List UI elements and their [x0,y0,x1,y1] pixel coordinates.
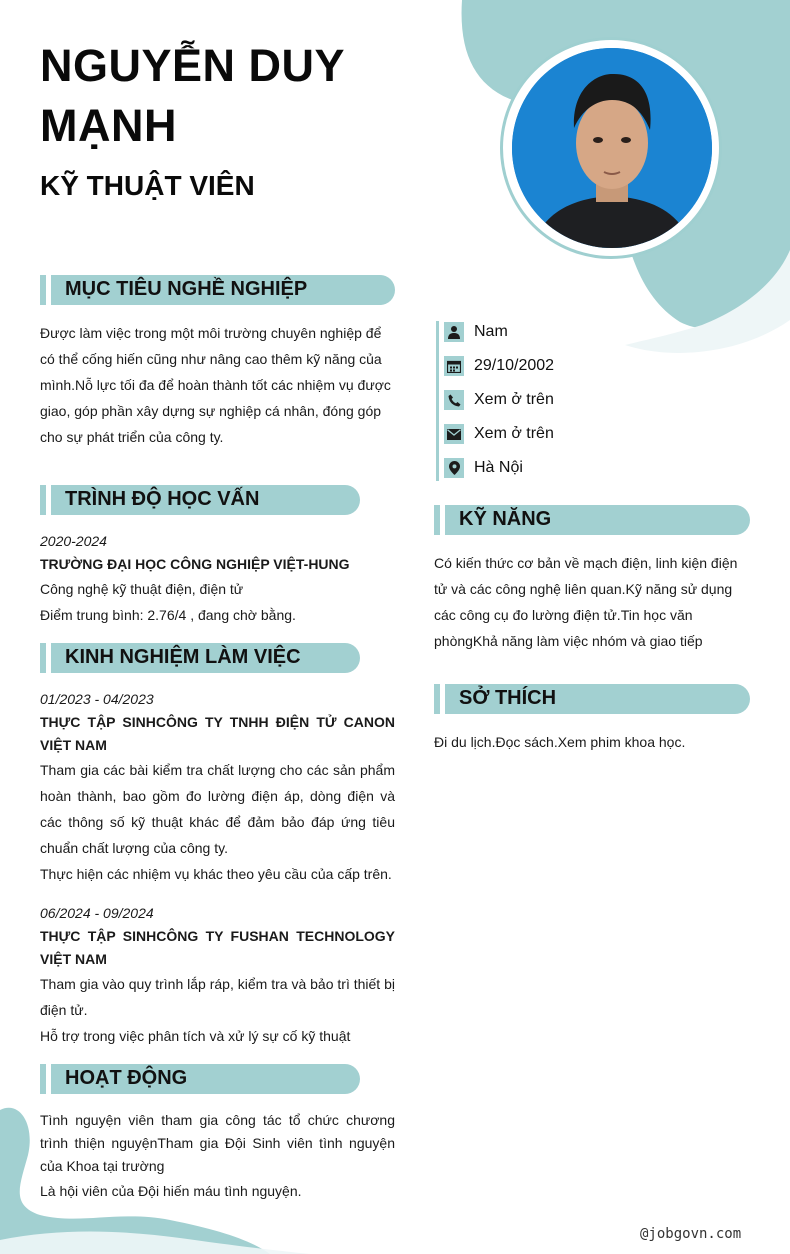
education-major: Công nghệ kỹ thuật điện, điện tử [40,581,244,597]
hobbies-heading-bar [434,684,750,714]
contact-email [444,423,554,445]
location-icon [444,458,464,478]
contact-rule [436,321,439,481]
experience-heading: KINH NGHIỆM LÀM VIỆC [65,646,301,668]
contact-address [444,457,523,479]
profile-photo [512,48,712,248]
hobbies-text: Đi du lịch.Đọc sách.Xem phim khoa học. [434,734,686,750]
education-heading: TRÌNH ĐỘ HỌC VẤN [65,488,260,510]
school-name: TRƯỜNG ĐẠI HỌC CÔNG NGHIỆP VIỆT-HUNG [40,556,350,572]
contact-birthday [444,355,554,377]
experience-heading-bar [40,643,360,673]
contact-address-text: Hà Nội [474,459,523,476]
job-title-company: THỰC TẬP SINHCÔNG TY TNHH ĐIỆN TỬ CANON VIỆT NAM [40,714,395,753]
contact-phone-text: Xem ở trên [474,391,554,408]
activity-item: Là hội viên của Đội hiến máu tình nguyện. [40,1183,302,1199]
email-icon [444,424,464,444]
contact-gender [444,321,508,343]
job-description: Tham gia các bài kiểm tra chất lượng cho các sản phẩm hoàn thành, bao gồm đo lường điện áp, dòng điện và các thông số kỹ thuật khác để đảm bảo đáp ứng tiêu chuẩn chất lượng của công ty. [40,762,395,856]
person-icon [444,322,464,342]
calendar-icon [444,356,464,376]
activity-item: Tình nguyện viên tham gia công tác tổ chức chương trình thiện nguyệnTham gia Đội Sinh viên tình nguyện của Khoa tại trường [40,1112,395,1174]
job-description: Thực hiện các nhiệm vụ khác theo yêu cầu của cấp trên. [40,866,392,882]
education-period: 2020-2024 [40,533,107,549]
hobbies-heading: SỞ THÍCH [459,687,557,709]
activities-heading: HOẠT ĐỘNG [65,1067,188,1089]
site-credit: @jobgovn.com [640,1226,742,1242]
skills-heading-bar [434,505,750,535]
contact-email-text: Xem ở trên [474,425,554,442]
job-description: Hỗ trợ trong việc phân tích và xử lý sự cố kỹ thuật [40,1028,351,1044]
phone-icon [444,390,464,410]
job-title: KỸ THUẬT VIÊN [40,170,255,201]
contact-birthday-text: 29/10/2002 [474,357,555,374]
contact-phone [444,389,554,411]
contact-gender-text: Nam [474,323,508,340]
candidate-name: NGUYỄN DUY MẠNH [40,40,345,151]
activities-heading-bar [40,1064,360,1094]
education-heading-bar [40,485,360,515]
skills-text: Có kiến thức cơ bản về mạch điện, linh kiện điện tử và các công nghệ liên quan.Kỹ năng sử dụng các công cụ đo lường điện tử.Tin học văn phòngKhả năng làm việc nhóm và giao tiếp [434,555,738,649]
job-description: Tham gia vào quy trình lắp ráp, kiểm tra và bảo trì thiết bị điện tử. [40,976,395,1018]
skills-heading: KỸ NĂNG [459,508,552,530]
education-gpa: Điểm trung bình: 2.76/4 , đang chờ bằng. [40,607,296,623]
objective-heading: MỤC TIÊU NGHỀ NGHIỆP [65,278,308,300]
objective-heading-bar [40,275,395,305]
job-period: 06/2024 - 09/2024 [40,905,154,921]
job-title-company: THỰC TẬP SINHCÔNG TY FUSHAN TECHNOLOGY VIỆT NAM [40,928,395,967]
job-period: 01/2023 - 04/2023 [40,691,154,707]
objective-text: Được làm việc trong một môi trường chuyên nghiệp để có thể cống hiến cũng như nâng cao thêm kỹ năng của mình.Nỗ lực tối đa để hoàn thành tốt các nhiệm vụ được giao, góp phần xây dựng sự nghiệp cá nhân, đóng góp cho sự phát triển của công ty. [40,325,391,445]
